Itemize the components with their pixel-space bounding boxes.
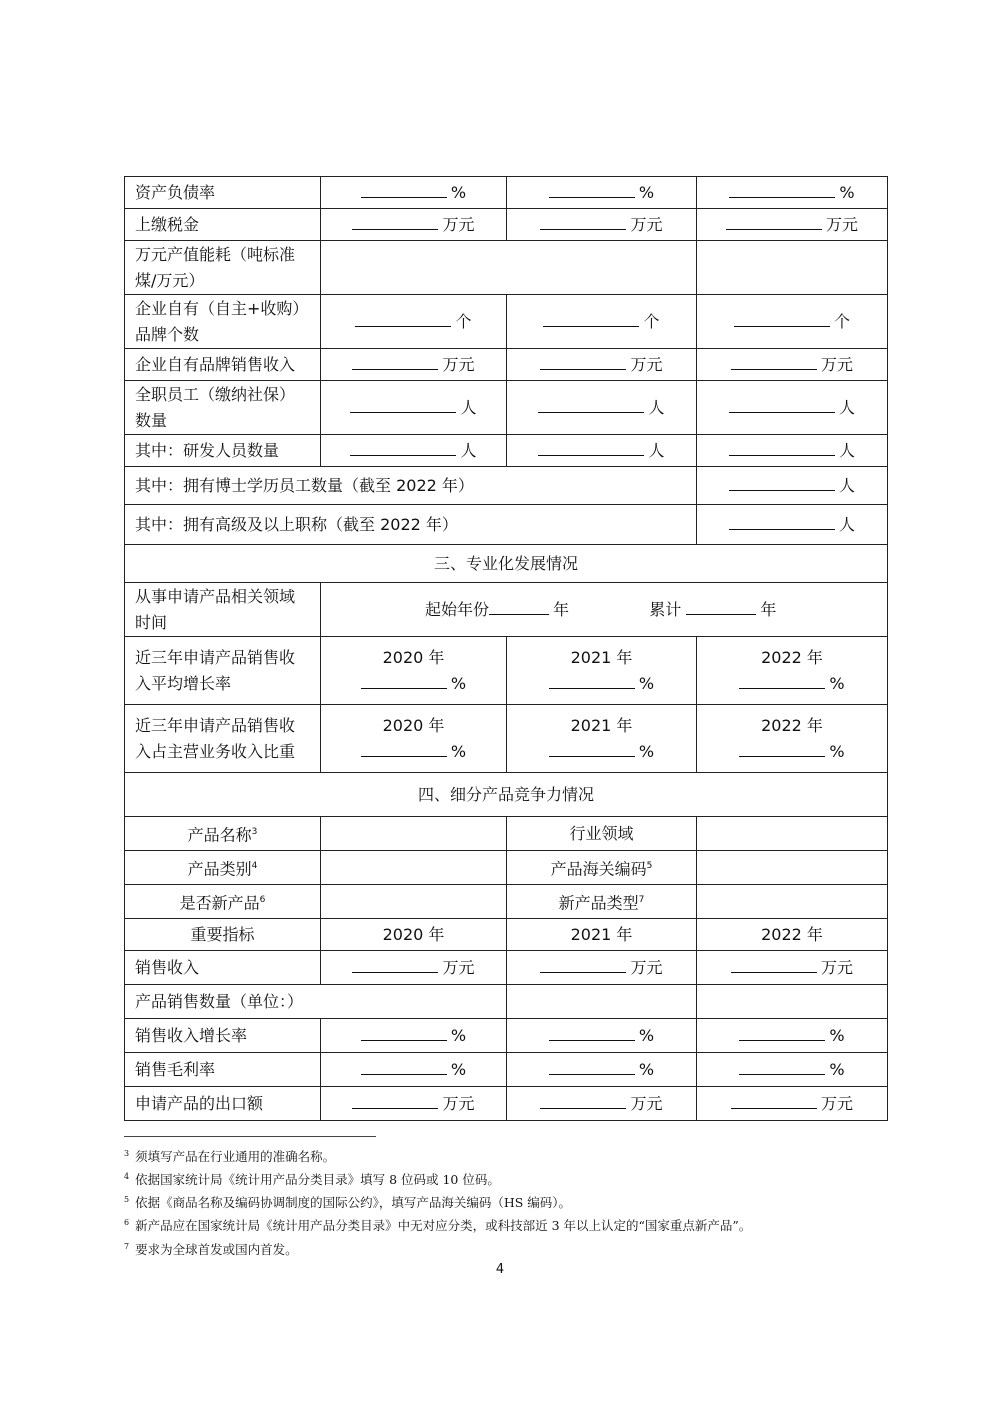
field-rd-staff-3[interactable]: 人 bbox=[697, 435, 888, 467]
label-key-indicator: 重要指标 bbox=[125, 919, 321, 951]
row-debt-ratio bbox=[125, 177, 888, 209]
label-field-time: 从事申请产品相关领域时间 bbox=[125, 583, 321, 637]
field-revenue-growth-3[interactable]: % bbox=[697, 1019, 888, 1053]
row-new-product bbox=[125, 885, 888, 919]
field-debt-ratio-3[interactable]: % bbox=[697, 177, 888, 209]
field-energy-3[interactable] bbox=[697, 241, 888, 295]
field-export-1[interactable]: 万元 bbox=[321, 1087, 507, 1121]
row-field-time bbox=[125, 583, 888, 637]
field-energy-merged[interactable] bbox=[321, 241, 697, 295]
footnote-4: $^4$ 依据国家统计局《统计用产品分类目录》填写 8 位码或 10 位码。 bbox=[124, 1172, 500, 1188]
label-sales-qty: 产品销售数量（单位：） bbox=[125, 985, 507, 1019]
field-export-2[interactable]: 万元 bbox=[507, 1087, 697, 1121]
field-growth-2020[interactable]: 2020 年 % bbox=[321, 637, 507, 705]
label-brands: 企业自有（自主+收购）品牌个数 bbox=[125, 295, 321, 349]
field-debt-ratio-1[interactable]: % bbox=[321, 177, 507, 209]
footnote-6: $^6$ 新产品应在国家统计局《统计用产品分类目录》中无对应分类，或科技部近 3 年以上认定的“国家重点新产品”。 bbox=[124, 1218, 752, 1234]
row-sales-revenue bbox=[125, 951, 888, 985]
field-phd-staff[interactable]: 人 bbox=[697, 467, 888, 505]
field-sales-qty-3[interactable] bbox=[697, 985, 888, 1019]
row-export bbox=[125, 1087, 888, 1121]
label-revenue-share: 近三年申请产品销售收入占主营业务收入比重 bbox=[125, 705, 321, 773]
page-number: 4 bbox=[495, 1262, 505, 1277]
field-revenue-growth-2[interactable]: % bbox=[507, 1019, 697, 1053]
footnote-divider bbox=[124, 1136, 376, 1137]
field-hs-code[interactable] bbox=[697, 851, 888, 885]
label-energy: 万元产值能耗（吨标准煤/万元） bbox=[125, 241, 321, 295]
input-start-year[interactable] bbox=[489, 600, 549, 615]
row-key-indicator bbox=[125, 919, 888, 951]
footnote-3: $^3$ 须填写产品在行业通用的准确名称。 bbox=[124, 1149, 336, 1165]
year-2022: 2022 年 bbox=[697, 919, 888, 951]
label-debt-ratio: 资产负债率 bbox=[125, 177, 321, 209]
label-cumulative: 累计 bbox=[649, 599, 682, 619]
row-revenue-share bbox=[125, 705, 888, 773]
footnote-7: $^7$ 要求为全球首发或国内首发。 bbox=[124, 1241, 298, 1257]
label-start-year: 起始年份 bbox=[425, 599, 490, 619]
label-phd-staff: 其中：拥有博士学历员工数量（截至 2022 年） bbox=[125, 467, 697, 505]
row-product-name bbox=[125, 817, 888, 851]
form-table bbox=[124, 176, 888, 1121]
field-gross-margin-2[interactable]: % bbox=[507, 1053, 697, 1087]
field-gross-margin-1[interactable]: % bbox=[321, 1053, 507, 1087]
field-sales-revenue-1[interactable]: 万元 bbox=[321, 951, 507, 985]
field-rd-staff-1[interactable]: 人 bbox=[321, 435, 507, 467]
year-2021: 2021 年 bbox=[507, 919, 697, 951]
row-brands bbox=[125, 295, 888, 349]
label-export: 申请产品的出口额 bbox=[125, 1087, 321, 1121]
field-share-2021[interactable]: 2021 年 % bbox=[507, 705, 697, 773]
field-product-name[interactable] bbox=[321, 817, 507, 851]
field-is-new[interactable] bbox=[321, 885, 507, 919]
field-growth-2021[interactable]: 2021 年 % bbox=[507, 637, 697, 705]
field-sales-revenue-2[interactable]: 万元 bbox=[507, 951, 697, 985]
row-phd-staff bbox=[125, 467, 888, 505]
label-brand-revenue: 企业自有品牌销售收入 bbox=[125, 349, 321, 381]
label-tax: 上缴税金 bbox=[125, 209, 321, 241]
label-industry: 行业领域 bbox=[507, 817, 697, 851]
row-employees bbox=[125, 381, 888, 435]
field-brands-1[interactable]: 个 bbox=[321, 295, 507, 349]
row-category bbox=[125, 851, 888, 885]
field-tax-1[interactable]: 万元 bbox=[321, 209, 507, 241]
field-export-3[interactable]: 万元 bbox=[697, 1087, 888, 1121]
field-new-type[interactable] bbox=[697, 885, 888, 919]
row-revenue-growth bbox=[125, 1019, 888, 1053]
label-is-new: 是否新产品$^6$ bbox=[125, 885, 321, 919]
field-gross-margin-3[interactable]: % bbox=[697, 1053, 888, 1087]
footnote-5: $^5$ 依据《商品名称及编码协调制度的国际公约》，填写产品海关编码（HS 编码）。 bbox=[124, 1195, 572, 1211]
label-senior-title: 其中：拥有高级及以上职称（截至 2022 年） bbox=[125, 505, 697, 545]
field-rd-staff-2[interactable]: 人 bbox=[507, 435, 697, 467]
field-employees-3[interactable]: 人 bbox=[697, 381, 888, 435]
section4-title: 四、细分产品竞争力情况 bbox=[125, 773, 888, 817]
label-hs-code: 产品海关编码$^5$ bbox=[507, 851, 697, 885]
row-energy bbox=[125, 241, 888, 295]
label-new-type: 新产品类型$^7$ bbox=[507, 885, 697, 919]
field-brands-3[interactable]: 个 bbox=[697, 295, 888, 349]
field-time-inputs: 起始年份 年 累计 年 bbox=[321, 583, 888, 637]
section3-title: 三、专业化发展情况 bbox=[125, 545, 888, 583]
field-share-2020[interactable]: 2020 年 % bbox=[321, 705, 507, 773]
row-gross-margin bbox=[125, 1053, 888, 1087]
field-brand-revenue-2[interactable]: 万元 bbox=[507, 349, 697, 381]
row-tax bbox=[125, 209, 888, 241]
label-sales-revenue: 销售收入 bbox=[125, 951, 321, 985]
section4-header bbox=[125, 773, 888, 817]
field-senior-title[interactable]: 人 bbox=[697, 505, 888, 545]
label-product-name: 产品名称$^3$ bbox=[125, 817, 321, 851]
field-industry[interactable] bbox=[697, 817, 888, 851]
footnotes bbox=[124, 1144, 894, 1260]
field-share-2022[interactable]: 2022 年 % bbox=[697, 705, 888, 773]
label-rd-staff: 其中：研发人员数量 bbox=[125, 435, 321, 467]
row-brand-revenue bbox=[125, 349, 888, 381]
input-cumulative[interactable] bbox=[686, 600, 756, 615]
row-rd-staff bbox=[125, 435, 888, 467]
row-senior-title bbox=[125, 505, 888, 545]
section3-header bbox=[125, 545, 888, 583]
year-2020: 2020 年 bbox=[321, 919, 507, 951]
field-brands-2[interactable]: 个 bbox=[507, 295, 697, 349]
field-employees-2[interactable]: 人 bbox=[507, 381, 697, 435]
field-brand-revenue-1[interactable]: 万元 bbox=[321, 349, 507, 381]
field-category[interactable] bbox=[321, 851, 507, 885]
label-growth-rate: 近三年申请产品销售收入平均增长率 bbox=[125, 637, 321, 705]
field-employees-1[interactable]: 人 bbox=[321, 381, 507, 435]
label-revenue-growth: 销售收入增长率 bbox=[125, 1019, 321, 1053]
row-sales-qty bbox=[125, 985, 888, 1019]
field-tax-3[interactable]: 万元 bbox=[697, 209, 888, 241]
label-employees: 全职员工（缴纳社保）数量 bbox=[125, 381, 321, 435]
label-category: 产品类别$^4$ bbox=[125, 851, 321, 885]
field-growth-2022[interactable]: 2022 年 % bbox=[697, 637, 888, 705]
field-sales-revenue-3[interactable]: 万元 bbox=[697, 951, 888, 985]
label-gross-margin: 销售毛利率 bbox=[125, 1053, 321, 1087]
field-debt-ratio-2[interactable]: % bbox=[507, 177, 697, 209]
field-tax-2[interactable]: 万元 bbox=[507, 209, 697, 241]
field-revenue-growth-1[interactable]: % bbox=[321, 1019, 507, 1053]
row-growth-rate bbox=[125, 637, 888, 705]
field-sales-qty-2[interactable] bbox=[507, 985, 697, 1019]
field-brand-revenue-3[interactable]: 万元 bbox=[697, 349, 888, 381]
